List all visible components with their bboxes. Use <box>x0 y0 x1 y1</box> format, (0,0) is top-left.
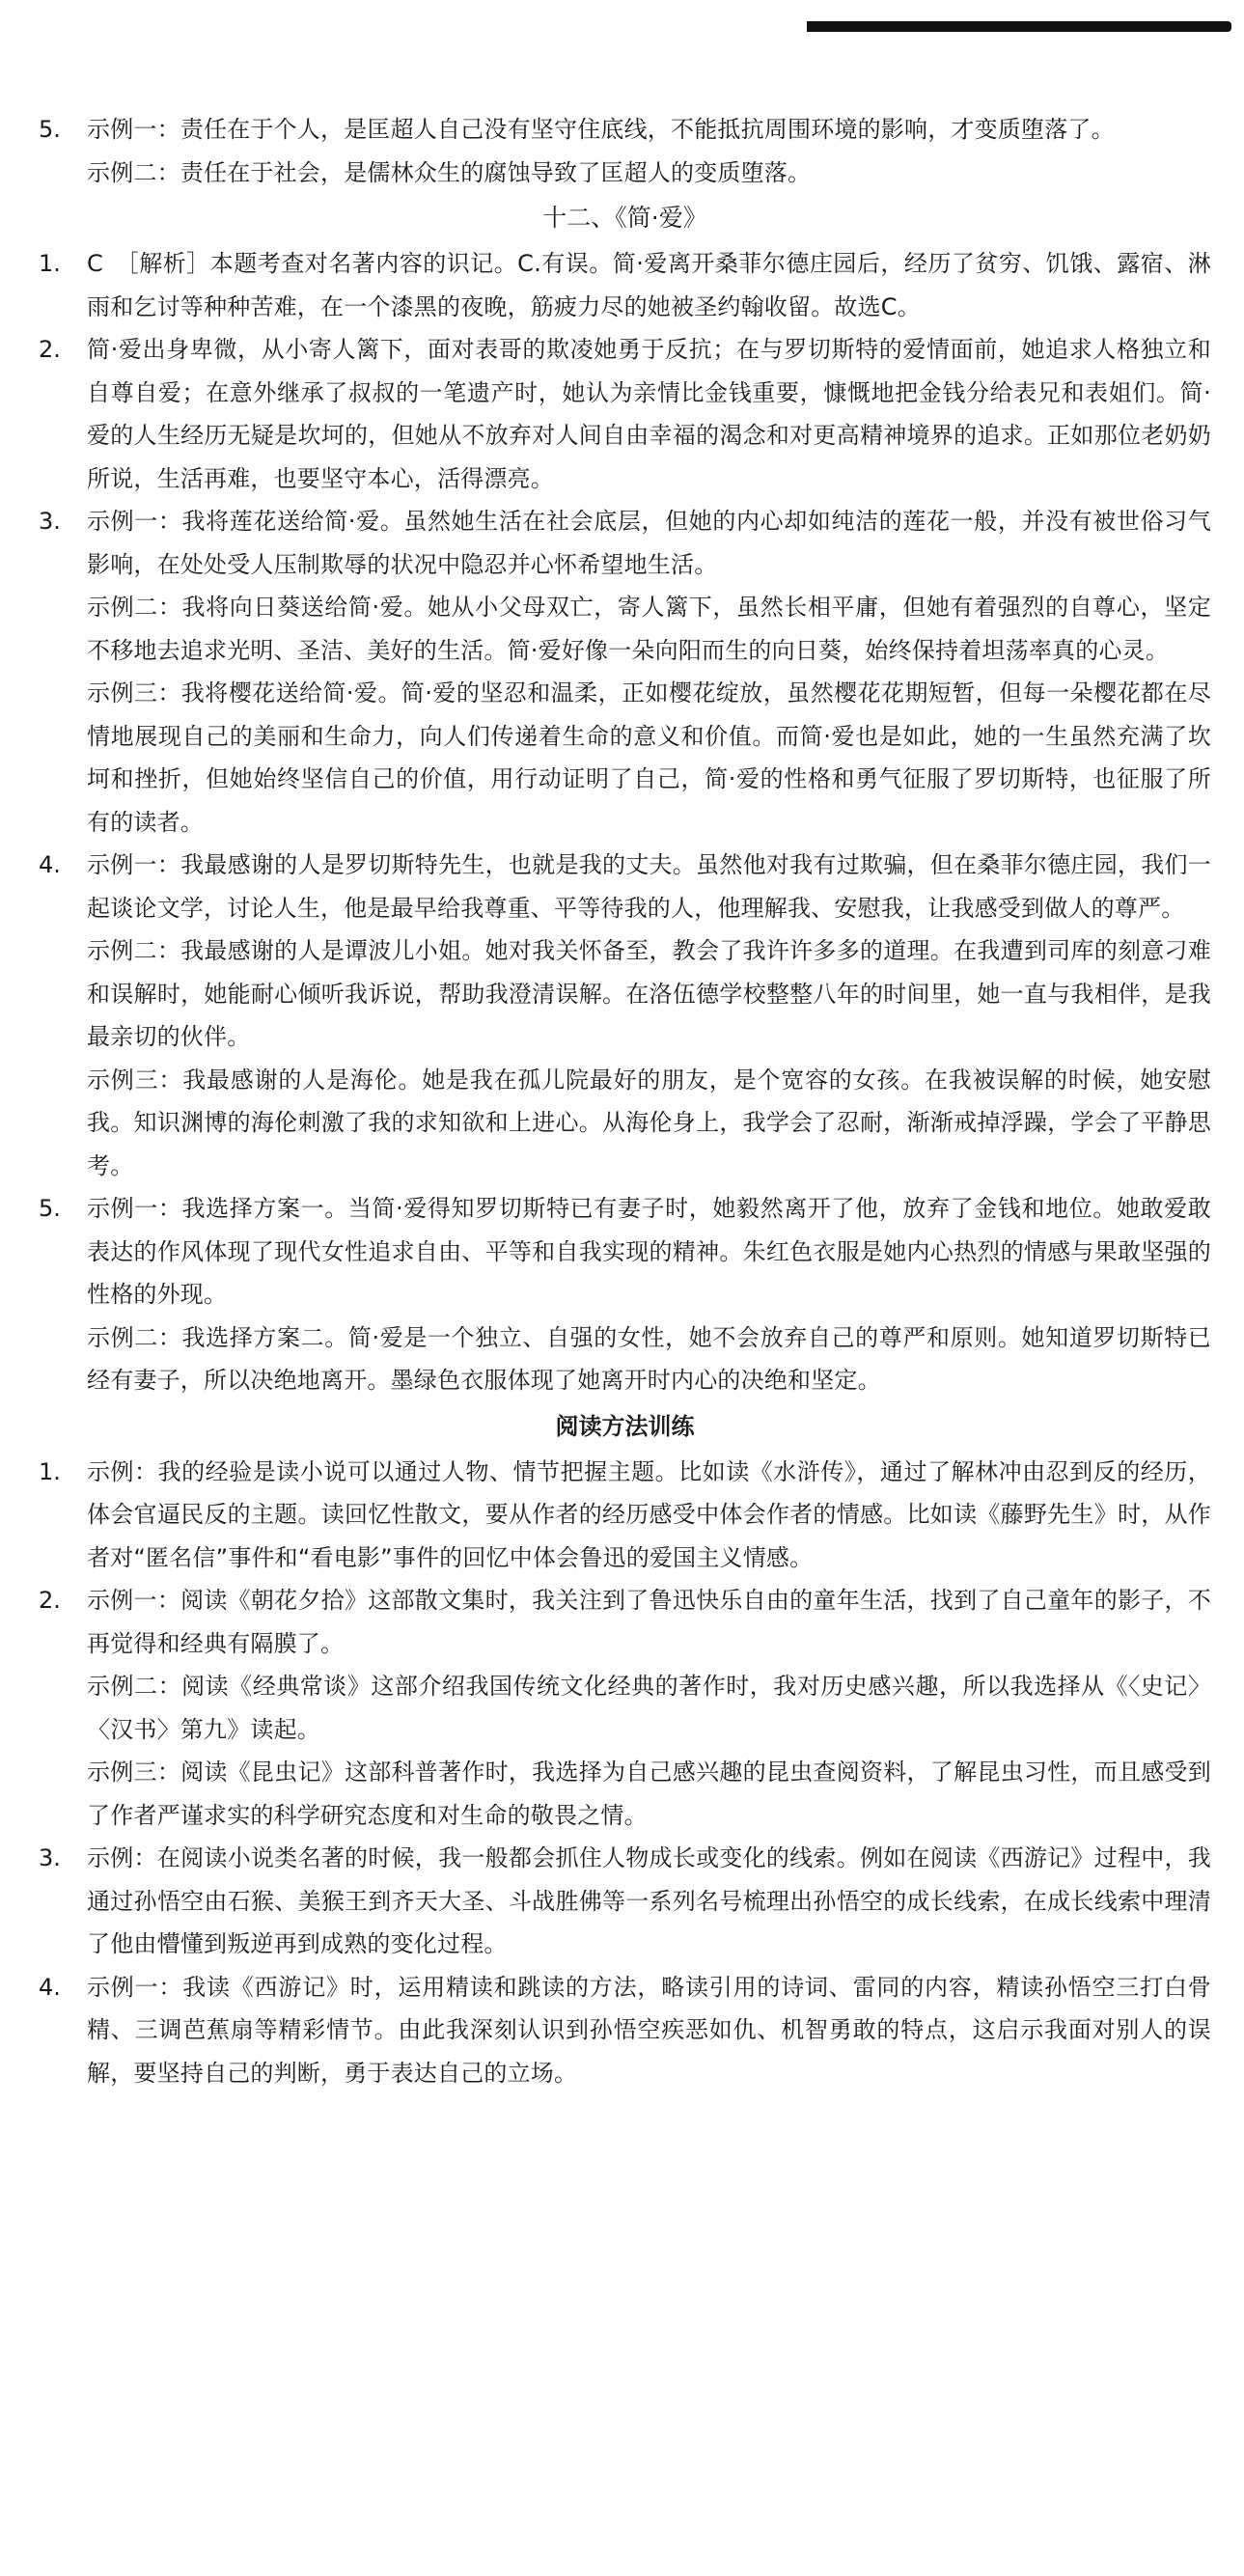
section-title-reading-methods: 阅读方法训练 <box>555 1412 695 1440</box>
answer-paragraph: 示例三：我最感谢的人是海伦。她是我在孤儿院最好的朋友，是个宽容的女孩。在我被误解的时候，她安慰我。知识渊博的海伦刺激了我的求知欲和上进心。从海伦身上，我学会了忍耐，渐渐戒掉浮躁，学会了平静思考。 <box>87 1066 1211 1179</box>
item-number: 5. <box>39 1195 61 1222</box>
answer-paragraph: 简·爱出身卑微，从小寄人篱下，面对表哥的欺凌她勇于反抗；在与罗切斯特的爱情面前，她追求人格独立和自尊自爱；在意外继承了叔叔的一笔遗产时，她认为亲情比金钱重要，慷慨地把金钱分给表兄和表姐们。简·爱的人生经历无疑是坎坷的，但她从不放弃对人间自由幸福的渴念和对更高精神境界的追求。正如那位老奶奶所说，生活再难，也要坚守本心，活得漂亮。 <box>87 336 1211 492</box>
item-number: 3. <box>39 508 61 535</box>
answer-paragraph: 示例二：我最感谢的人是谭波儿小姐。她对我关怀备至，教会了我许许多多的道理。在我遭到司库的刻意刁难和误解时，她能耐心倾听我诉说，帮助我澄清误解。在洛伍德学校整整八年的时间里，她一直与我相伴，是我最亲切的伙伴。 <box>87 937 1211 1050</box>
item-number: 4. <box>39 851 61 878</box>
answer-page <box>39 108 1211 2094</box>
answer-paragraph: 示例一：我将莲花送给简·爱。虽然她生活在社会底层，但她的内心却如纯洁的莲花一般，并没有被世俗习气影响，在处处受人压制欺辱的状况中隐忍并心怀希望地生活。 <box>87 508 1211 578</box>
answer-paragraph: 示例二：我将向日葵送给简·爱。她从小父母双亡，寄人篱下，虽然长相平庸，但她有着强烈的自尊心，坚定不移地去追求光明、圣洁、美好的生活。简·爱好像一朵向阳而生的向日葵，始终保持着坦荡率真的心灵。 <box>87 594 1211 664</box>
answer-paragraph: 示例一：我选择方案一。当简·爱得知罗切斯特已有妻子时，她毅然离开了他，放弃了金钱和地位。她敢爱敢表达的作风体现了现代女性追求自由、平等和自我实现的精神。朱红色衣服是她内心热烈的情感与果敢坚强的性格的外现。 <box>87 1195 1211 1308</box>
item-number: 3. <box>39 1844 61 1871</box>
method-item-2 <box>39 1579 1211 1837</box>
answer-paragraph: 示例二：我选择方案二。简·爱是一个独立、自强的女性，她不会放弃自己的尊严和原则。她知道罗切斯特已经有妻子，所以决绝地离开。墨绿色衣服体现了她离开时内心的决绝和坚定。 <box>87 1323 1211 1394</box>
answer-item-4 <box>39 844 1211 1187</box>
answer-paragraph: 示例三：阅读《昆虫记》这部科普著作时，我选择为自己感兴趣的昆虫查阅资料，了解昆虫习性，而且感受到了作者严谨求实的科学研究态度和对生命的敬畏之情。 <box>87 1759 1211 1829</box>
method-item-3 <box>39 1837 1211 1966</box>
answer-item-2 <box>39 328 1211 500</box>
answer-paragraph: 示例：我的经验是读小说可以通过人物、情节把握主题。比如读《水浒传》，通过了解林冲由忍到反的经历，体会官逼民反的主题。读回忆性散文，要从作者的经历感受中体会作者的情感。比如读《藤野先生》时，从作者对“匿名信”事件和“看电影”事件的回忆中体会鲁迅的爱国主义情感。 <box>87 1457 1211 1571</box>
answer-item-3 <box>39 500 1211 844</box>
answer-item-5 <box>39 1187 1211 1402</box>
item-number: 1. <box>39 1457 61 1485</box>
answer-item-1 <box>39 242 1211 328</box>
answer-item-5-top <box>39 108 1211 194</box>
answer-paragraph: 示例二：阅读《经典常谈》这部介绍我国传统文化经典的著作时，我对历史感兴趣，所以我选择从《〈史记〉〈汉书〉第九》读起。 <box>87 1673 1211 1743</box>
answer-paragraph: 示例一：我最感谢的人是罗切斯特先生，也就是我的丈夫。虽然他对我有过欺骗，但在桑菲尔德庄园，我们一起谈论文学，讨论人生，他是最早给我尊重、平等待我的人，他理解我、安慰我，让我感受到做人的尊严。 <box>87 851 1211 922</box>
item-number: 4. <box>39 1973 61 2001</box>
answer-paragraph: 示例一：阅读《朝花夕拾》这部散文集时，我关注到了鲁迅快乐自由的童年生活，找到了自己童年的影子，不再觉得和经典有隔膜了。 <box>87 1587 1211 1657</box>
answer-paragraph: C ［解析］本题考查对名著内容的识记。C.有误。简·爱离开桑菲尔德庄园后，经历了贫穷、饥饿、露宿、淋雨和乞讨等种种苦难，在一个漆黑的夜晚，筋疲力尽的她被圣约翰收留。故选C。 <box>87 250 1211 320</box>
item-number: 2. <box>39 336 61 363</box>
item-number: 1. <box>39 250 61 277</box>
answer-paragraph: 示例：在阅读小说类名著的时候，我一般都会抓住人物成长或变化的线索。例如在阅读《西游记》过程中，我通过孙悟空由石猴、美猴王到齐天大圣、斗战胜佛等一系列名号梳理出孙悟空的成长线索，在成长线索中理清了他由懵懂到叛逆再到成熟的变化过程。 <box>87 1844 1211 1957</box>
answer-paragraph: 示例一：我读《西游记》时，运用精读和跳读的方法，略读引用的诗词、雷同的内容，精读孙悟空三打白骨精、三调芭蕉扇等精彩情节。由此我深刻认识到孙悟空疾恶如仇、机智勇敢的特点，这启示我面对别人的误解，要坚持自己的判断，勇于表达自己的立场。 <box>87 1973 1211 2087</box>
item-number: 2. <box>39 1587 61 1614</box>
method-item-4 <box>39 1966 1211 2095</box>
answer-paragraph: 示例一：责任在于个人，是匡超人自己没有坚守住底线，不能抵抗周围环境的影响，才变质堕落了。 <box>87 116 1115 143</box>
section-title-jane-eyre: 十二、《简·爱》 <box>542 204 707 232</box>
method-item-1 <box>39 1451 1211 1580</box>
answer-paragraph: 示例三：我将樱花送给简·爱。简·爱的坚忍和温柔，正如樱花绽放，虽然樱花花期短暂，但每一朵樱花都在尽情地展现自己的美丽和生命力，向人们传递着生命的意义和价值。而简·爱也是如此，她的一生虽然充满了坎坷和挫折，但她始终坚信自己的价值，用行动证明了自己，简·爱的性格和勇气征服了罗切斯特，也征服了所有的读者。 <box>87 679 1211 836</box>
item-number: 5. <box>39 116 61 143</box>
answer-paragraph: 示例二：责任在于社会，是儒林众生的腐蚀导致了匡超人的变质堕落。 <box>87 158 812 186</box>
header-rule <box>807 21 1231 32</box>
